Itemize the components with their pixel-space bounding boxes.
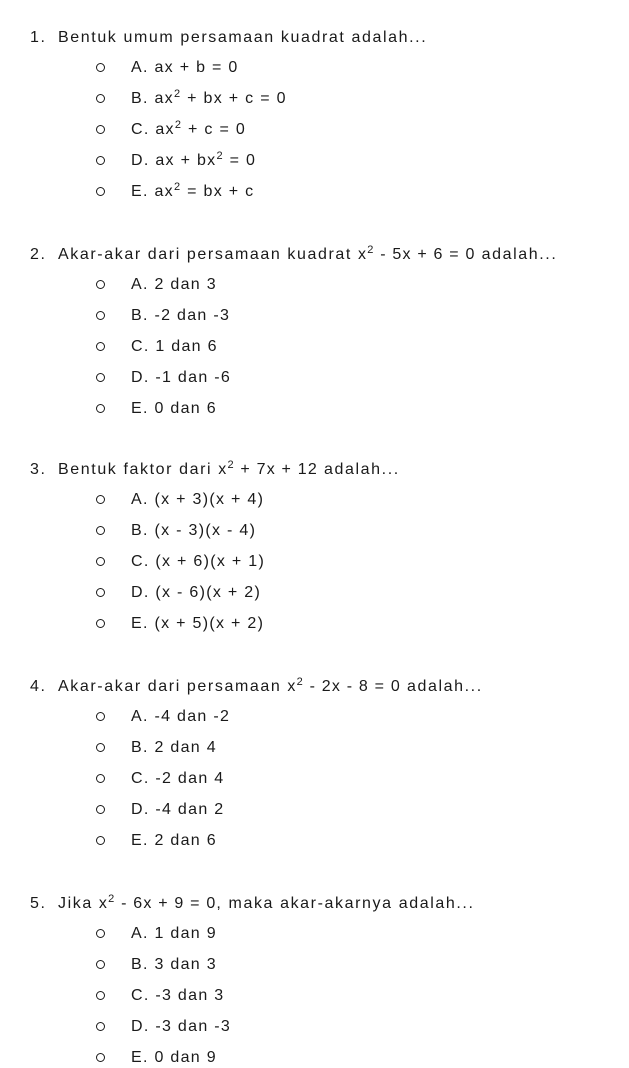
bullet-circle-icon [96, 125, 105, 134]
question-suffix: adalah... [317, 461, 400, 478]
answer-option-text: C. (x + 6)(x + 1) [131, 553, 266, 570]
bullet-circle-icon [96, 63, 105, 72]
answer-option-text: E. 0 dan 9 [131, 1049, 217, 1066]
answer-option-text: D. -3 dan -3 [131, 1018, 232, 1035]
question-suffix: , maka akar-akarnya adalah... [216, 895, 475, 912]
bullet-circle-icon [96, 280, 105, 289]
bullet-circle-icon [96, 94, 105, 103]
bullet-circle-icon [96, 805, 105, 814]
bullet-circle-icon [96, 774, 105, 783]
bullet-circle-icon [96, 526, 105, 535]
question-suffix: adalah... [475, 246, 558, 263]
answer-option-text: A. 1 dan 9 [131, 925, 217, 942]
bullet-circle-icon [96, 557, 105, 566]
bullet-circle-icon [96, 342, 105, 351]
question-equation: $x^2 + 7x + 12$ [218, 459, 318, 478]
answer-option-text: D. (x - 6)(x + 2) [131, 584, 262, 601]
question-equation: $x^2 - 6x + 9 = 0$ [98, 893, 217, 912]
bullet-circle-icon [96, 187, 105, 196]
bullet-circle-icon [96, 929, 105, 938]
question-equation: $x^2 - 5x + 6 = 0$ [358, 244, 476, 263]
question-prefix: Jika [58, 895, 99, 912]
question-text [30, 677, 483, 697]
bullet-circle-icon [96, 743, 105, 752]
answer-option-text: A. (x + 3)(x + 4) [131, 491, 265, 508]
answer-option-text: A. 2 dan 3 [131, 276, 217, 293]
answer-option-text: A. ax + b = 0 [131, 59, 239, 76]
answer-option-text: D. -1 dan -6 [131, 369, 232, 386]
answer-option-text: C. 1 dan 6 [131, 338, 218, 355]
question-prefix: Akar-akar dari persamaan [58, 678, 288, 695]
answer-option-text: C. -2 dan 4 [131, 770, 225, 787]
question-equation: $x^2 - 2x - 8 = 0$ [287, 676, 401, 695]
answer-option-text: E. 2 dan 6 [131, 832, 217, 849]
question-number: 4. [30, 678, 47, 695]
question-number: 3. [30, 461, 47, 478]
bullet-circle-icon [96, 495, 105, 504]
question-prefix: Akar-akar dari persamaan kuadrat [58, 246, 359, 263]
bullet-circle-icon [96, 960, 105, 969]
answer-option-text: B. 3 dan 3 [131, 956, 217, 973]
question-number: 1. [30, 29, 47, 46]
bullet-circle-icon [96, 1053, 105, 1062]
bullet-circle-icon [96, 619, 105, 628]
bullet-circle-icon [96, 588, 105, 597]
bullet-circle-icon [96, 991, 105, 1000]
question-text [30, 245, 557, 265]
question-text [30, 460, 400, 480]
answer-option-text: E. $ax^2$ = bx + c [131, 181, 255, 200]
answer-option-text: B. 2 dan 4 [131, 739, 217, 756]
bullet-circle-icon [96, 1022, 105, 1031]
answer-option-text: C. -3 dan 3 [131, 987, 225, 1004]
answer-option-text: B. $ax^2$ + bx + c = 0 [131, 88, 287, 107]
answer-option-text: B. (x - 3)(x - 4) [131, 522, 257, 539]
answer-option-text: C. $ax^2 + c = 0$ [131, 119, 247, 138]
answer-option-text: E. (x + 5)(x + 2) [131, 615, 265, 632]
bullet-circle-icon [96, 404, 105, 413]
bullet-circle-icon [96, 156, 105, 165]
question-suffix: adalah... [400, 678, 483, 695]
bullet-circle-icon [96, 836, 105, 845]
question-text [30, 28, 427, 48]
question-number: 2. [30, 246, 47, 263]
answer-option-text: E. 0 dan 6 [131, 400, 217, 417]
bullet-circle-icon [96, 311, 105, 320]
bullet-circle-icon [96, 712, 105, 721]
answer-option-text: A. -4 dan -2 [131, 708, 231, 725]
question-number: 5. [30, 895, 47, 912]
question-prefix: Bentuk faktor dari [58, 461, 219, 478]
answer-option-text: D. -4 dan 2 [131, 801, 225, 818]
bullet-circle-icon [96, 373, 105, 382]
question-text [30, 894, 475, 914]
answer-option-text: D. ax + $bx^2 = 0$ [131, 150, 257, 169]
answer-option-text: B. -2 dan -3 [131, 307, 231, 324]
question-prefix: Bentuk umum persamaan kuadrat adalah... [58, 29, 428, 46]
